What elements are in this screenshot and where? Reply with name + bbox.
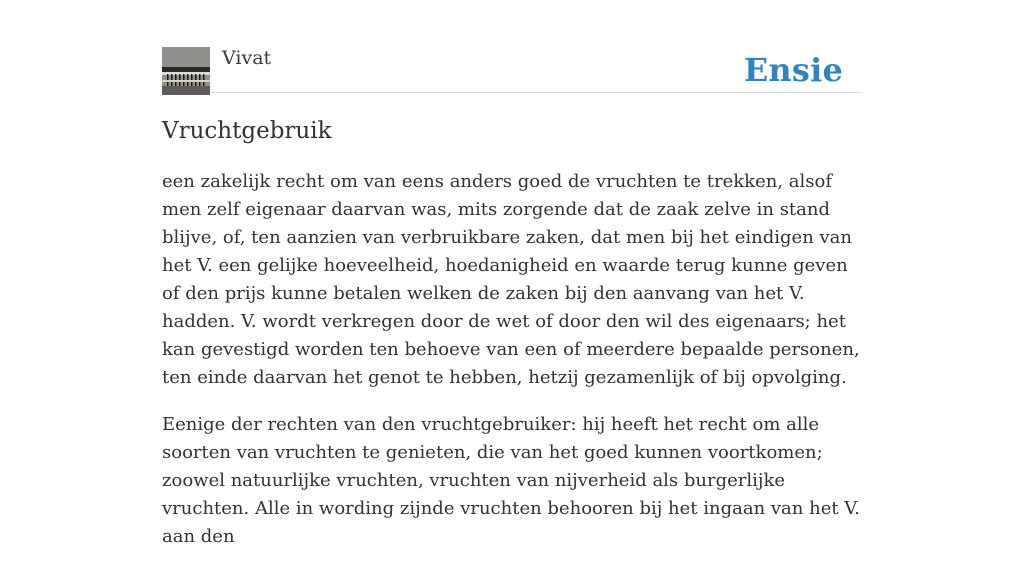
paragraph: een zakelijk recht om van eens anders goed de vruchten te trekken, alsof men zelf eigenaar daarvan was, mits zorgende dat de zaak zelve in stand blijve, of, ten aanzien van verbruikbare zaken, dat men bij het eindigen van het V. een gelijke hoeveelheid, hoedanigheid en waarde terug kunne geven of den prijs kunne betalen welken de zaken bij den aanvang van het V. hadden. V. wordt verkregen door de wet of door den wil des eigenaars; het kan gevestigd worden ten behoeve van een of meerdere bepaalde personen, ten einde daarvan het genot te hebben, hetzij gezamenlijk of bij opvolging. [162,171,860,388]
page-title: Vruchtgebruik [162,118,332,144]
header [162,46,862,93]
paragraph: Eenige der rechten van den vruchtgebruiker: hij heeft het recht om alle soorten van vruchten te genieten, die van het goed kunnen voortkomen; zoowel natuurlijke vruchten, vruchten van nijverheid als burgerlijke vruchten. Alle in wording zijnde vruchten behooren bij het ingaan van het V. aan den [162,414,860,547]
article-body [162,168,862,570]
avatar[interactable] [162,47,210,95]
page-container [162,0,862,547]
typewriter-keys-icon [162,47,210,95]
author-name[interactable]: Vivat [222,47,272,69]
brand-logo[interactable]: Ensie [743,51,843,89]
